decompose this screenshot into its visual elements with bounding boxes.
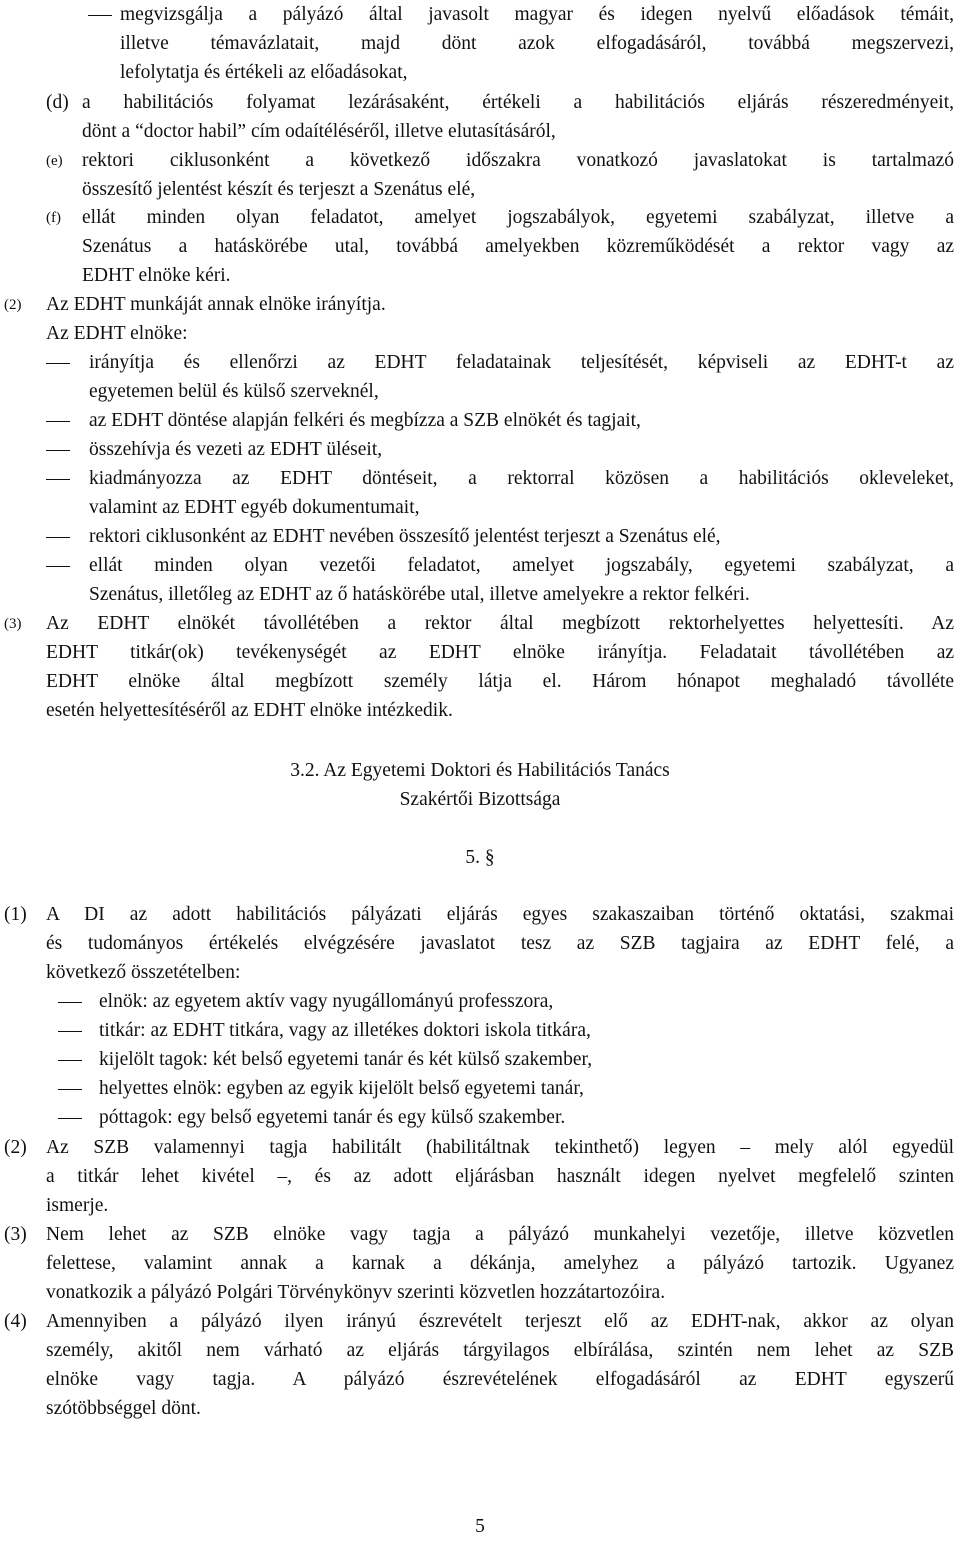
- dash-icon: [58, 1089, 82, 1090]
- text-line: valamint az EDHT egyéb dokumentumait,: [89, 497, 420, 518]
- dash-icon: [58, 1118, 82, 1119]
- text-line: titkár: az EDHT titkára, vagy az illetékes doktori iskola titkára,: [99, 1020, 591, 1041]
- text-line: Az EDHT munkáját annak elnöke irányítja.: [46, 294, 386, 315]
- text-line: és tudományos értékelés elvégzésére javaslatot tesz az SZB tagjaira az EDHT felé, a: [46, 933, 954, 954]
- text-line: Amennyiben a pályázó ilyen irányú észrevételt terjeszt elő az EDHT-nak, akkor az olyan: [46, 1311, 954, 1332]
- text-line: megvizsgálja a pályázó által javasolt magyar és idegen nyelvű előadások témáit,: [120, 4, 954, 25]
- text-line: EDHT elnöke által megbízott személy látja el. Három hónapot meghaladó távolléte: [46, 671, 954, 692]
- paragraph-marker: (3): [4, 616, 22, 632]
- text-line: kiadmányozza az EDHT döntéseit, a rektorral közösen a habilitációs okleveleket,: [89, 468, 954, 489]
- list-marker: (e): [46, 153, 63, 169]
- text-line: póttagok: egy belső egyetemi tanár és egy külső szakember.: [99, 1107, 566, 1128]
- text-line: egyetemen belül és külső szerveknél,: [89, 381, 379, 402]
- text-line: Nem lehet az SZB elnöke vagy tagja a pályázó munkahelyi vezetője, illetve közvetlen: [46, 1224, 954, 1245]
- dash-icon: [58, 1002, 82, 1003]
- text-line: Szenátus, illetőleg az EDHT az ő hatáskörébe utal, illetve amelyekre a rektor felkéri.: [89, 584, 750, 605]
- text-line: dönt a “doctor habil” cím odaítéléséről, illetve elutasításáról,: [82, 121, 556, 142]
- dash-icon: [46, 479, 70, 480]
- text-line: EDHT elnöke kéri.: [82, 265, 231, 286]
- text-line: következő összetételben:: [46, 962, 241, 983]
- dash-icon: [46, 450, 70, 451]
- text-line: felettese, valamint annak a karnak a dékánja, amelyhez a pályázó tartozik. Ugyanez: [46, 1253, 954, 1274]
- text-line: személy, akitől nem várható az eljárás tárgyilagos elbírálása, szintén nem lehet az SZB: [46, 1340, 954, 1361]
- text-line: illetve témavázlatait, majd dönt azok elfogadásáról, továbbá megszervezi,: [120, 33, 954, 54]
- paragraph-marker: (1): [4, 904, 27, 925]
- list-marker: (f): [46, 210, 61, 226]
- text-line: Az EDHT elnökét távollétében a rektor által megbízott rektorhelyettes helyettesíti. Az: [46, 613, 954, 634]
- text-line: elnöke vagy tagja. A pályázó észrevételének elfogadásáról az EDHT egyszerű: [46, 1369, 954, 1390]
- list-marker: (d): [46, 92, 69, 113]
- text-line: szótöbbséggel dönt.: [46, 1398, 201, 1419]
- text-line: rektori ciklusonként az EDHT nevében összesítő jelentést terjeszt a Szenátus elé,: [89, 526, 721, 547]
- section-number: 5. §: [465, 847, 495, 868]
- text-line: Az EDHT elnöke:: [46, 323, 188, 344]
- text-line: a titkár lehet kivétel –, és az adott eljárásban használt idegen nyelvet megfelelő szinten: [46, 1166, 954, 1187]
- text-line: irányítja és ellenőrzi az EDHT feladatainak teljesítését, képviseli az EDHT-t az: [89, 352, 954, 373]
- text-line: helyettes elnök: egyben az egyik kijelölt belső egyetemi tanár,: [99, 1078, 584, 1099]
- paragraph-marker: (3): [4, 1224, 27, 1245]
- dash-icon: [46, 421, 70, 422]
- text-line: A DI az adott habilitációs pályázati eljárás egyes szakaszaiban történő oktatási, szakmai: [46, 904, 954, 925]
- text-line: vonatkozik a pályázó Polgári Törvénykönyv szerinti közvetlen hozzátartozóira.: [46, 1282, 666, 1303]
- text-line: rektori ciklusonként a következő időszakra vonatkozó javaslatokat is tartalmazó: [82, 150, 954, 171]
- paragraph-marker: (4): [4, 1311, 27, 1332]
- text-line: ismerje.: [46, 1195, 109, 1216]
- page-number: 5: [475, 1516, 485, 1537]
- text-line: lefolytatja és értékeli az előadásokat,: [120, 62, 408, 83]
- text-line: összehívja és vezeti az EDHT üléseit,: [89, 439, 383, 460]
- text-line: esetén helyettesítéséről az EDHT elnöke intézkedik.: [46, 700, 453, 721]
- dash-icon: [46, 363, 70, 364]
- text-line: EDHT titkár(ok) tevékenységét az EDHT elnöke irányítja. Feladatait távollétében az: [46, 642, 954, 663]
- paragraph-marker: (2): [4, 297, 22, 313]
- section-heading: 3.2. Az Egyetemi Doktori és Habilitációs Tanács: [290, 760, 670, 781]
- dash-icon: [46, 566, 70, 567]
- dash-icon: [88, 15, 112, 16]
- text-line: Az SZB valamennyi tagja habilitált (habilitáltnak tekinthető) legyen – mely alól egyedül: [46, 1137, 954, 1158]
- text-line: kijelölt tagok: két belső egyetemi tanár és két külső szakember,: [99, 1049, 593, 1070]
- dash-icon: [46, 537, 70, 538]
- text-line: elnök: az egyetem aktív vagy nyugállományú professzora,: [99, 991, 554, 1012]
- text-line: a habilitációs folyamat lezárásaként, értékeli a habilitációs eljárás részeredményeit,: [82, 92, 954, 113]
- text-line: összesítő jelentést készít és terjeszt a Szenátus elé,: [82, 179, 476, 200]
- paragraph-marker: (2): [4, 1137, 27, 1158]
- text-line: az EDHT döntése alapján felkéri és megbízza a SZB elnökét és tagjait,: [89, 410, 641, 431]
- section-heading-line2: Szakértői Bizottsága: [399, 789, 561, 810]
- dash-icon: [58, 1031, 82, 1032]
- dash-icon: [58, 1060, 82, 1061]
- text-line: ellát minden olyan vezetői feladatot, amelyet jogszabály, egyetemi szabályzat, a: [89, 555, 954, 576]
- text-line: Szenátus a hatáskörébe utal, továbbá amelyekben közreműködését a rektor vagy az: [82, 236, 954, 257]
- text-line: ellát minden olyan feladatot, amelyet jogszabályok, egyetemi szabályzat, illetve a: [82, 207, 954, 228]
